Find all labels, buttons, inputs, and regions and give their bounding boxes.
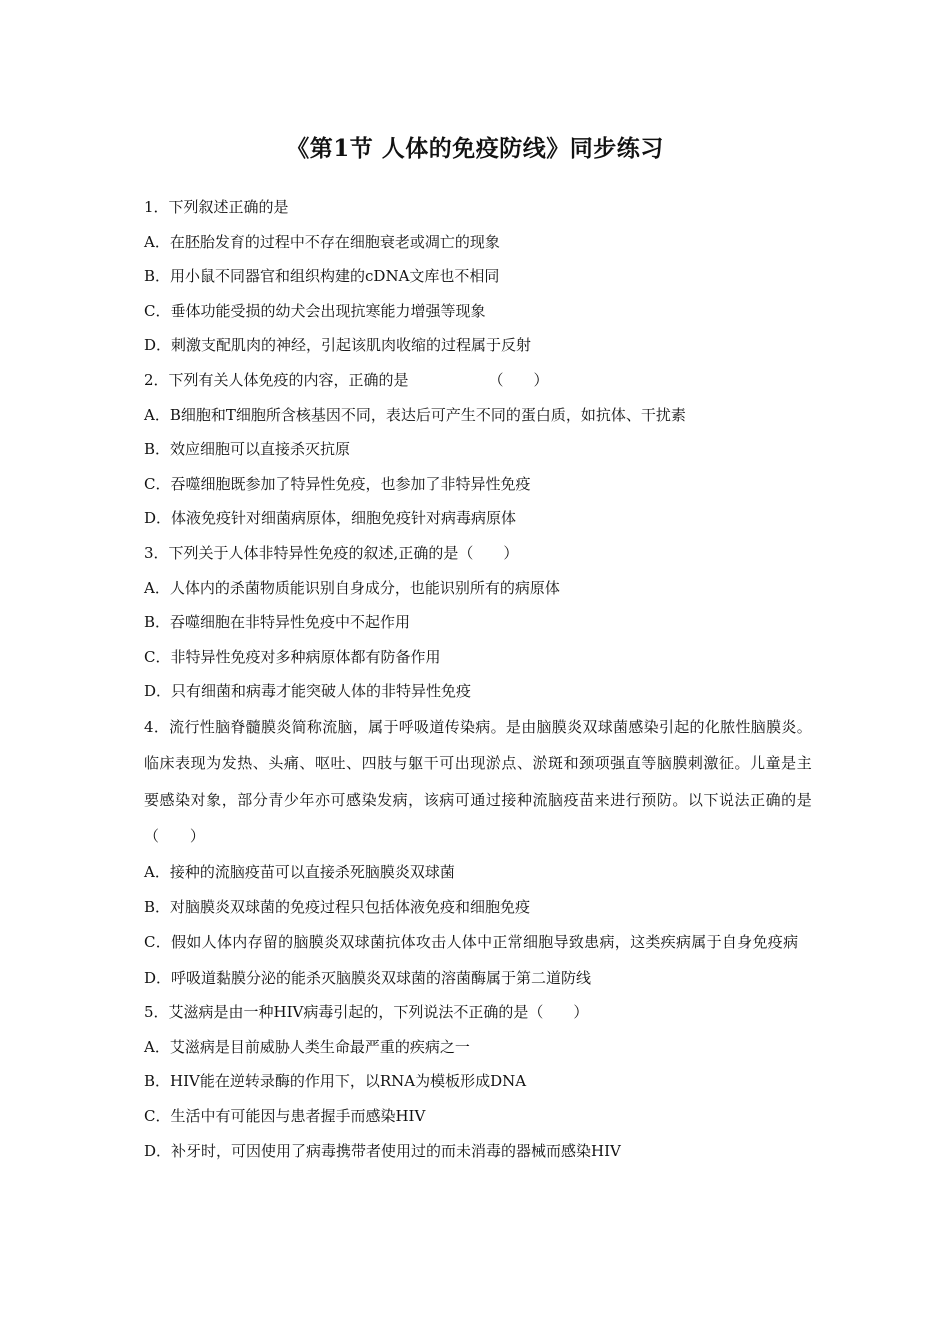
option-a: A．艾滋病是目前威胁人类生命最严重的疾病之一: [144, 1037, 470, 1056]
question-stem: 3．下列关于人体非特异性免疫的叙述,正确的是（ ）: [144, 543, 519, 562]
option-b: B．效应细胞可以直接杀灭抗原: [144, 440, 351, 459]
option-c: C．非特异性免疫对多种病原体都有防备作用: [144, 647, 441, 666]
question-stem: 2．下列有关人体免疫的内容，正确的是: [144, 370, 409, 389]
question-stem: 5．艾滋病是由一种HIV病毒引起的，下列说法不正确的是（ ）: [144, 1003, 589, 1022]
option-a: A．人体内的杀菌物质能识别自身成分，也能识别所有的病原体: [144, 578, 560, 597]
option-b: B．HIV能在逆转录酶的作用下，以RNA为模板形成DNA: [144, 1072, 527, 1091]
option-d: D．补牙时，可因使用了病毒携带者使用过的而未消毒的器械而感染HIV: [144, 1141, 621, 1160]
option-d: D．刺激支配肌肉的神经，引起该肌肉收缩的过程属于反射: [144, 336, 532, 355]
question-stem: 1．下列叙述正确的是: [144, 198, 289, 216]
option-b: B．用小鼠不同器官和组织构建的cDNA文库也不相同: [144, 267, 500, 286]
option-b: B．对脑膜炎双球菌的免疫过程只包括体液免疫和细胞免疫: [144, 897, 531, 916]
option-d: D．体液免疫针对细菌病原体，细胞免疫针对病毒病原体: [144, 509, 517, 528]
option-c: C．假如人体内存留的脑膜炎双球菌抗体攻击人体中正常细胞导致患病，这类疾病属于自身免疫病: [144, 933, 799, 952]
option-a: A．接种的流脑疫苗可以直接杀死脑膜炎双球菌: [144, 862, 455, 881]
option-c: C．垂体功能受损的幼犬会出现抗寒能力增强等现象: [144, 301, 486, 320]
question-stem-row: [144, 363, 812, 398]
option-c: C．吞噬细胞既参加了特异性免疫，也参加了非特异性免疫: [144, 474, 531, 493]
answer-bracket: （ ）: [488, 370, 549, 389]
option-d: D．呼吸道黏膜分泌的能杀灭脑膜炎双球菌的溶菌酶属于第二道防线: [144, 968, 592, 987]
question-stem: 4．流行性脑脊髓膜炎简称流脑，属于呼吸道传染病。是由脑膜炎双球菌感染引起的化脓性脑膜炎。临床表现为发热、头痛、呕吐、四肢与躯干可出现淤点、淤斑和颈项强直等脑膜刺激征。儿童是主要感染对象，部分青少年亦可感染发病，该病可通过接种流脑疫苗来进行预防。以下说法正确的是（ ）: [144, 717, 812, 846]
option-c: C．生活中有可能因与患者握手而感染HIV: [144, 1106, 426, 1125]
option-a: A．B细胞和T细胞所含核基因不同，表达后可产生不同的蛋白质，如抗体、干扰素: [144, 405, 686, 424]
option-a: A．在胚胎发育的过程中不存在细胞衰老或凋亡的现象: [144, 232, 500, 251]
option-d: D．只有细菌和病毒才能突破人体的非特异性免疫: [144, 682, 472, 701]
question-list: [144, 190, 812, 1168]
option-b: B．吞噬细胞在非特异性免疫中不起作用: [144, 613, 411, 632]
page-title: 《第1节 人体的免疫防线》同步练习: [286, 135, 664, 162]
